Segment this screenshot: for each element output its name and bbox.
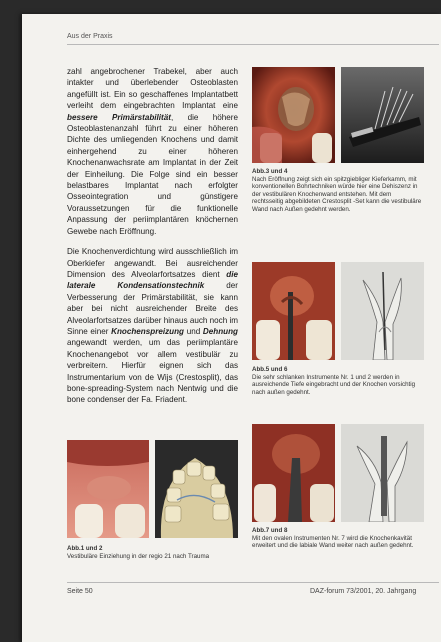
text-run: Die Knochenverdichtung wird ausschließlich im Oberkiefer angewandt. Bei ausreichender Dimension des Alveolarfortsatzes dient <box>67 247 238 279</box>
photo-abb2-model-cast <box>155 440 238 538</box>
caption-text: Vestibuläre Einziehung in der regio 21 nach Trauma <box>67 552 210 560</box>
journal-issue: DAZ-forum 73/2001, 20. Jahrgang <box>310 588 417 595</box>
text-run: und <box>183 326 203 336</box>
text-run: zahl angebrochener Trabekel, aber auch intakter und überlebender Osteoblasten angefüllt ist. Ein so geschaffenes Implantatbett verleiht dem eingebrachten Implantat eine <box>67 67 238 111</box>
photo-abb6-schematic-drawing <box>341 262 424 360</box>
caption-abb7-8 <box>252 527 424 550</box>
emphasized-term: Knochenspreizung <box>111 326 184 336</box>
caption-abb1-2 <box>67 545 238 560</box>
text-run: der Verbesserung der Primärstabilität, sie kann aber bei nicht ausreichender Breite des Alveolarfortsatzes darüber hinaus auch noch im Sinne einer <box>67 281 238 336</box>
photo-abb8-schematic-drawing <box>341 424 424 522</box>
caption-text: Nach Eröffnung zeigt sich ein spitzgiebliger Kieferkamm, mit konventionellen Bohrtechniken würde hier eine Dehiszenz in der vestibulären Knochenwand entstehen. Mit dem rechtsseitig abgebildeten Crestosplit -Set kann die vestibuläre Wand nach Außen gedehnt werden. <box>252 175 422 213</box>
header-rule <box>67 44 439 45</box>
photo-abb1-vestibular-defect <box>67 440 149 538</box>
paragraph-1 <box>67 66 238 237</box>
photo-abb3-surgical-site <box>252 67 335 163</box>
emphasized-term: die laterale Kondensationstechnik <box>67 269 238 291</box>
emphasized-term: bessere Primärstabilität <box>67 112 171 122</box>
caption-text: Mit den ovalen Instrumenten Nr. 7 wird die Knochenkavität erweitert und die labiale Wand weiter nach außen gedehnt. <box>252 534 414 550</box>
page-number: Seite 50 <box>67 588 93 595</box>
caption-text: Die sehr schlanken Instrumente Nr. 1 und 2 werden in ausreichende Tiefe eingebracht und der Knochen vorsichtig nach außen gedehnt. <box>252 373 416 396</box>
caption-abb3-4 <box>252 168 424 214</box>
paragraph-2 <box>67 246 238 406</box>
caption-abb5-6 <box>252 366 424 396</box>
caption-title: Abb.7 und 8 <box>252 527 288 534</box>
text-run: , die höhere Osteoblastenanzahl führt zu einer höheren Dichte des umliegenden Knochens und damit einhergehend zu einer höheren Knochenanwachsrate am Implantat in der Zeit der Einheilung. Die Folge sind ein besser belastbares Implantat nach erfolgter Osseointegration und günstigere Voraussetzungen für die funktionelle Anpassung der periimplantären knöchernen Gewebe nach Eröffnung. <box>67 112 238 236</box>
text-run: angewandt werden, um das periimplantäre Knochenangebot vor allem vestibulär zu verbreitern. Hierfür eignen sich das Instrumentarium von de Wijs (Crestosplit), das bone-spreading-System nach Nentwig und die bone condenser der Fa. Friadent. <box>67 338 238 405</box>
caption-title: Abb.3 und 4 <box>252 168 288 175</box>
photo-abb7-oval-instrument <box>252 424 335 522</box>
footer-rule <box>67 582 439 583</box>
caption-title: Abb.1 und 2 <box>67 545 103 552</box>
body-text-column <box>67 66 238 415</box>
emphasized-term: Dehnung <box>202 326 238 336</box>
photo-abb5-instrument-inserted <box>252 262 335 360</box>
running-header: Aus der Praxis <box>67 33 113 40</box>
photo-abb4-crestosplit-set <box>341 67 424 163</box>
caption-title: Abb.5 und 6 <box>252 366 288 373</box>
